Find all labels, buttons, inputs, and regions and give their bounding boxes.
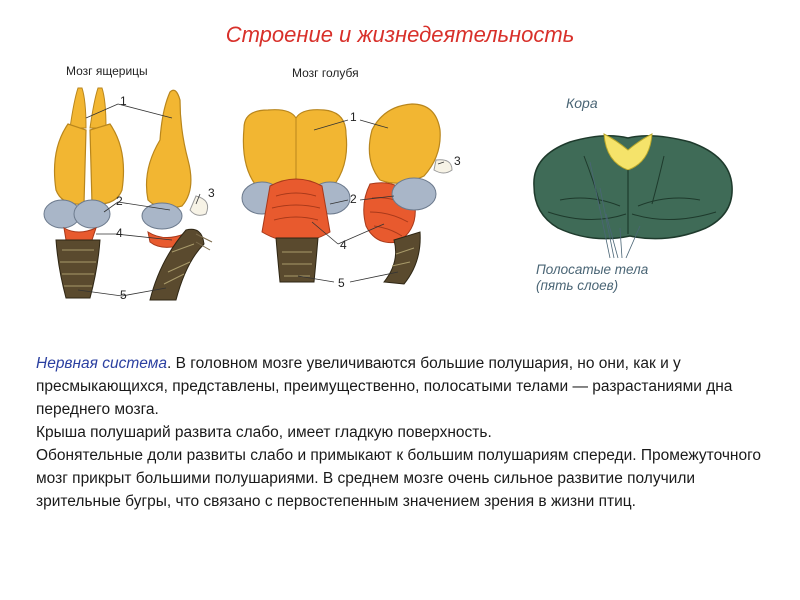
pigeon-brain-label: Мозг голубя xyxy=(292,66,359,80)
lizard-callout-3: 3 xyxy=(208,186,215,200)
lizard-callout-2: 2 xyxy=(116,194,123,208)
lizard-brain-label: Мозг ящерицы xyxy=(66,64,148,78)
pigeon-brain-dorsal xyxy=(242,110,350,282)
pigeon-callout-3: 3 xyxy=(454,154,461,168)
body-text xyxy=(36,352,766,513)
striata-label-line1: Полосатые тела xyxy=(536,262,649,277)
nervous-system-term: Нервная система xyxy=(36,355,167,372)
forebrain-cross-section xyxy=(534,134,732,258)
lizard-callout-5: 5 xyxy=(120,288,127,302)
lizard-callout-1: 1 xyxy=(120,94,127,108)
striata-label-line2: (пять слоев) xyxy=(536,278,619,293)
pigeon-callout-1: 1 xyxy=(350,110,357,124)
lizard-brain-dorsal xyxy=(44,88,124,298)
pigeon-callout-4: 4 xyxy=(340,238,347,252)
paragraph-roof: Крыша полушарий развита слабо, имеет гладкую поверхность. xyxy=(36,424,492,441)
paragraph-nervous-system xyxy=(36,352,766,421)
pigeon-callout-5: 5 xyxy=(338,276,345,290)
lizard-brain-lateral xyxy=(142,90,212,300)
lizard-callout-4: 4 xyxy=(116,226,123,240)
cortex-label: Кора xyxy=(566,95,598,111)
paragraph-olfactory: Обонятельные доли развиты слабо и примыкают к большим полушариям спереди. Промежуточного мозг прикрыт большими полушариями. В среднем мозге очень сильное развитие получили зрительные бугры, что связано с первостепенным значением зрения в жизни птиц. xyxy=(36,447,762,510)
paragraph-1-text: . В головном мозге увеличиваются большие полушария, но они, как и у пресмыкающихся, представлены, преимущественно, полосатыми телами — разрастаниями дна переднего мозга. xyxy=(36,355,733,418)
pigeon-callout-2: 2 xyxy=(350,192,357,206)
pigeon-brain-lateral xyxy=(364,104,452,284)
slide-title: Строение и жизнедеятельность xyxy=(225,22,575,47)
striata-label xyxy=(536,262,696,294)
